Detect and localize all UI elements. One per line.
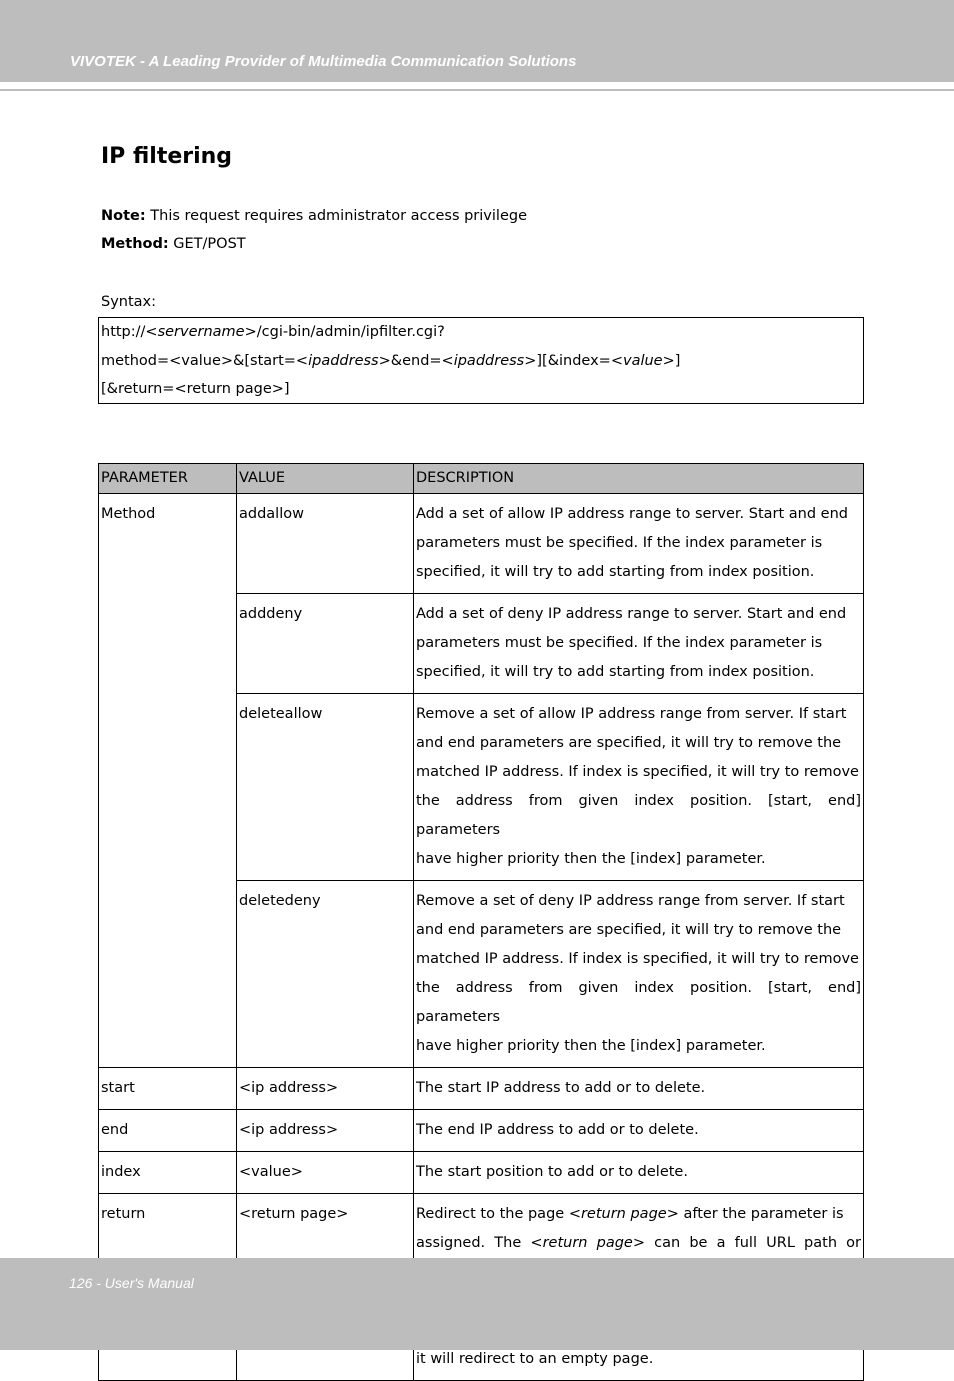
value-cell: adddeny xyxy=(237,594,414,694)
param-cell: index xyxy=(99,1152,237,1194)
value-cell: addallow xyxy=(237,494,414,594)
description-line: Remove a set of deny IP address range from server. If start xyxy=(416,893,845,909)
description-line: the address from given index position. [start, end] parameters xyxy=(416,980,861,1025)
method-text: GET/POST xyxy=(168,236,246,252)
description-cell xyxy=(414,881,864,1068)
param-cell: end xyxy=(99,1110,237,1152)
syntax-label: Syntax: xyxy=(101,294,157,310)
description-line: parameters must be specified. If the index parameter is xyxy=(416,635,823,651)
description-line: and end parameters are specified, it will try to remove the xyxy=(416,922,842,938)
description-line: parameters must be specified. If the index parameter is xyxy=(416,535,823,551)
syntax-line-2 xyxy=(101,353,680,369)
note-label: Note: xyxy=(101,208,146,224)
note-line xyxy=(101,208,527,224)
description-line: have higher priority then the [index] parameter. xyxy=(416,1038,766,1054)
syntax-text: >&end=< xyxy=(378,353,454,369)
description-line: Add a set of deny IP address range to server. Start and end xyxy=(416,606,847,622)
parameter-table xyxy=(98,463,864,1381)
description-line: have higher priority then the [index] parameter. xyxy=(416,851,766,867)
syntax-variable: servername xyxy=(157,324,245,340)
method-label: Method: xyxy=(101,236,169,252)
description-line: Add a set of allow IP address range to server. Start and end xyxy=(416,506,848,522)
header-parameter: PARAMETER xyxy=(99,464,237,494)
header-value: VALUE xyxy=(237,464,414,494)
method-line xyxy=(101,236,246,252)
description-line: matched IP address. If index is specified, it will try to remove xyxy=(416,951,859,967)
syntax-line-1 xyxy=(101,324,445,340)
syntax-text: >] xyxy=(662,353,681,369)
value-cell: <ip address> xyxy=(237,1110,414,1152)
table-row xyxy=(99,1152,864,1194)
description-cell xyxy=(414,594,864,694)
table-row xyxy=(99,1068,864,1110)
description-variable: <return page> xyxy=(530,1235,645,1251)
description-text: after the parameter is xyxy=(678,1206,844,1222)
note-text: This request requires administrator access privilege xyxy=(145,208,527,224)
syntax-variable: ipaddress xyxy=(453,353,525,369)
footer-page-number: 126 - User's Manual xyxy=(69,1275,194,1291)
value-cell: deletedeny xyxy=(237,881,414,1068)
header-title: VIVOTEK - A Leading Provider of Multimedia Communication Solutions xyxy=(70,53,577,70)
value-cell: <return page> xyxy=(237,1194,414,1381)
page-title: IP filtering xyxy=(101,144,233,169)
description-cell: The start position to add or to delete. xyxy=(414,1152,864,1194)
table-row xyxy=(99,1110,864,1152)
syntax-box xyxy=(98,317,864,404)
syntax-line-3: [&return=<return page>] xyxy=(101,381,290,397)
value-cell: <value> xyxy=(237,1152,414,1194)
syntax-variable: ipaddress xyxy=(308,353,379,369)
description-text: assigned. The xyxy=(416,1235,531,1251)
value-cell: <ip address> xyxy=(237,1068,414,1110)
syntax-variable: value xyxy=(622,353,663,369)
description-text: Redirect to the page xyxy=(416,1206,569,1222)
description-line: it will redirect to an empty page. xyxy=(416,1351,654,1367)
description-line: the address from given index position. [start, end] parameters xyxy=(416,793,861,838)
header-divider xyxy=(0,89,954,91)
value-cell: deleteallow xyxy=(237,694,414,881)
footer-band xyxy=(0,1258,954,1350)
table-row xyxy=(99,494,864,594)
description-cell: The end IP address to add or to delete. xyxy=(414,1110,864,1152)
description-cell xyxy=(414,494,864,594)
table-header-row xyxy=(99,464,864,494)
param-cell: start xyxy=(99,1068,237,1110)
description-line: matched IP address. If index is specified, it will try to remove xyxy=(416,764,859,780)
param-cell: return xyxy=(99,1194,237,1381)
syntax-text: >][&index=< xyxy=(524,353,623,369)
description-cell xyxy=(414,694,864,881)
description-line xyxy=(416,1200,861,1229)
description-line: specified, it will try to add starting from index position. xyxy=(416,564,815,580)
param-cell: Method xyxy=(99,494,237,1068)
header-description: DESCRIPTION xyxy=(414,464,864,494)
description-line: specified, it will try to add starting from index position. xyxy=(416,664,815,680)
description-variable: <return page> xyxy=(568,1206,679,1222)
description-text: can be a full URL path or xyxy=(654,1235,861,1251)
syntax-text: http://< xyxy=(101,324,158,340)
description-cell: The start IP address to add or to delete. xyxy=(414,1068,864,1110)
syntax-text: >/cgi-bin/admin/ipfilter.cgi? xyxy=(244,324,445,340)
description-line: Remove a set of allow IP address range from server. If start xyxy=(416,706,847,722)
syntax-text: method=<value>&[start=< xyxy=(101,353,309,369)
description-line: and end parameters are specified, it will try to remove the xyxy=(416,735,842,751)
